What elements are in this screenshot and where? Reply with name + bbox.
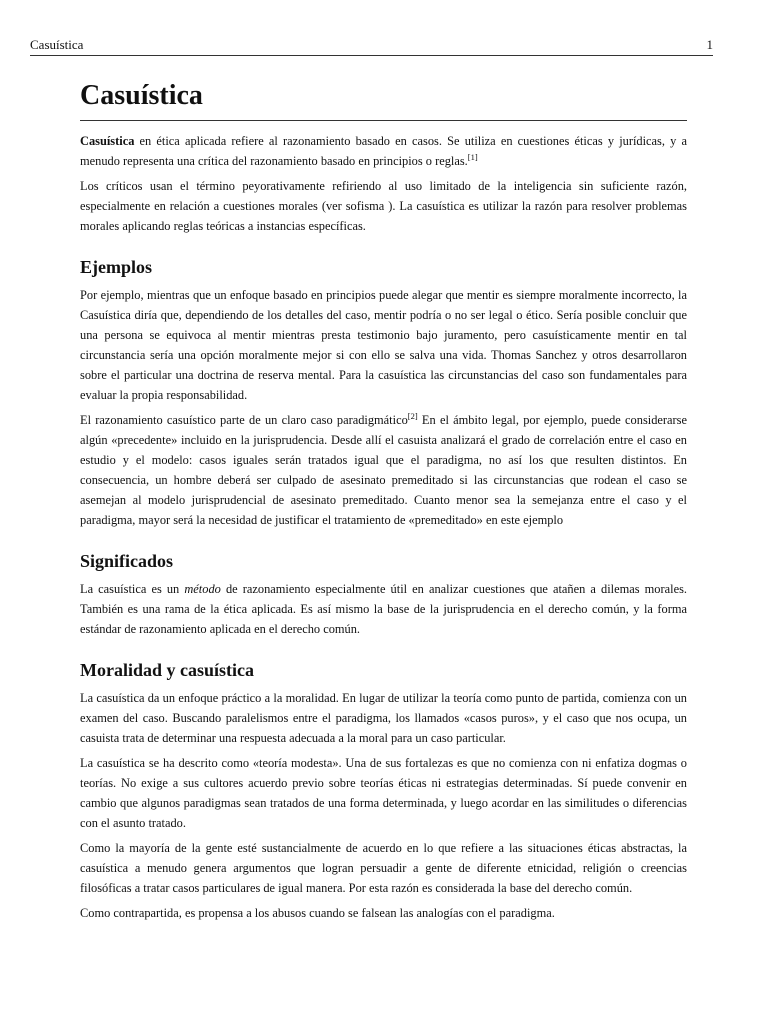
intro-bold-term: Casuística: [80, 134, 135, 148]
moralidad-paragraph-3: Como la mayoría de la gente esté sustancialmente de acuerdo en lo que refiere a las situaciones éticas abstractas, la casuística a menudo genera argumentos que logran persuadir a gente de diferente etnicidad, religión o creencias filosóficas a tratar casos particulares de igual manera. Por esta razón es considerada la base del derecho común.: [80, 841, 687, 895]
intro-paragraph-1: [80, 131, 687, 171]
significados-paragraph-1-lead: La casuística es un: [80, 582, 185, 596]
section-heading-moralidad: Moralidad y casuística: [80, 660, 254, 680]
ejemplos-paragraph-2-rest: En el ámbito legal, por ejemplo, puede considerarse algún «precedente» incluido en la jurisprudencia. Desde allí el casuista analizará el grado de correlación entre el caso en estudio y el modelo: casos iguales serán tratados igual que el paradigma, no así los que resulten distintos. En consecuencia, un hombre deberá ser culpado de asesinato premeditado si las circunstancias que rodean el caso se asemejan al modelo jurisprudencial de asesinato premeditado. Cuanto menor sea la semejanza entre el caso y el paradigma, mayor será la necesidad de justificar el tratamiento de «premeditado» en este ejemplo: [80, 413, 687, 527]
section-heading-significados: Significados: [80, 551, 174, 571]
page-number: 1: [706, 37, 713, 52]
significados-italic-term: método: [184, 582, 221, 596]
section-heading-ejemplos: Ejemplos: [80, 257, 152, 277]
running-header-title: Casuística: [30, 37, 84, 52]
ejemplos-paragraph-2: [80, 410, 687, 530]
ejemplos-paragraph-2-lead: El razonamiento casuístico parte de un claro caso paradigmático: [80, 413, 408, 427]
reference-link-2[interactable]: [2]: [407, 410, 418, 421]
significados-paragraph-1-rest: de razonamiento especialmente útil en analizar cuestiones que atañen a dilemas morales. También es una rama de la ética aplicada. Es así mismo la base de la jurisprudencia en el derecho común, y la forma estándar de razonamiento aplicada en el derecho común.: [80, 582, 687, 636]
moralidad-paragraph-2: La casuística se ha descrito como «teoría modesta». Una de sus fortalezas es que no comienza con ni enfatiza dogmas o teorías. No exige a sus cultores acuerdo previo sobre teorías éticas ni estrategias determinadas. Sí puede convenir en cambio que algunos paradigmas sean tratados de una forma determinada, y luego acordar en las similitudes o diferencias con el asunto tratado.: [80, 756, 687, 830]
moralidad-paragraph-1: La casuística da un enfoque práctico a la moralidad. En lugar de utilizar la teoría como punto de partida, comienza con un examen del caso. Buscando paralelismos entre el paradigma, los llamados «casos puros», y el caso que nos ocupa, un casuista trata de determinar una respuesta adecuada a la moral para un caso particular.: [80, 691, 687, 745]
moralidad-paragraph-4: Como contrapartida, es propensa a los abusos cuando se falsean las analogías con el paradigma.: [80, 906, 555, 920]
intro-paragraph-1-text: en ética aplicada refiere al razonamiento basado en casos. Se utiliza en cuestiones éticas y jurídicas, y a menudo representa una crítica del razonamiento basado en principios o reglas.: [80, 134, 687, 168]
intro-paragraph-2: Los críticos usan el término peyorativamente refiriendo al uso limitado de la inteligencia sin suficiente razón, especialmente en relación a cuestiones morales (ver sofisma ). La casuística es utilizar la razón para resolver problemas morales aplicando reglas teóricas a instancias específicas.: [80, 179, 687, 233]
reference-link-1[interactable]: [1]: [467, 151, 478, 162]
article-title: Casuística: [80, 78, 687, 121]
running-header: [30, 37, 713, 56]
significados-paragraph-1: [80, 579, 687, 639]
ejemplos-paragraph-1: Por ejemplo, mientras que un enfoque basado en principios puede alegar que mentir es siempre moralmente incorrecto, la Casuística diría que, dependiendo de los detalles del caso, mentir podría o no ser legal o ético. Sería posible concluir que una persona se equivoca al mentir mientras presta testimonio bajo juramento, pero casuísticamente mentir en tal circunstancia sería una opción moralmente mejor si con ello se salva una vida. Thomas Sanchez y otros desarrollaron sobre el particular una doctrina de reserva mental. Para la casuística las circunstancias del caso son fundamentales para evaluar la propia responsabilidad.: [80, 288, 687, 402]
article-body: [80, 72, 687, 928]
